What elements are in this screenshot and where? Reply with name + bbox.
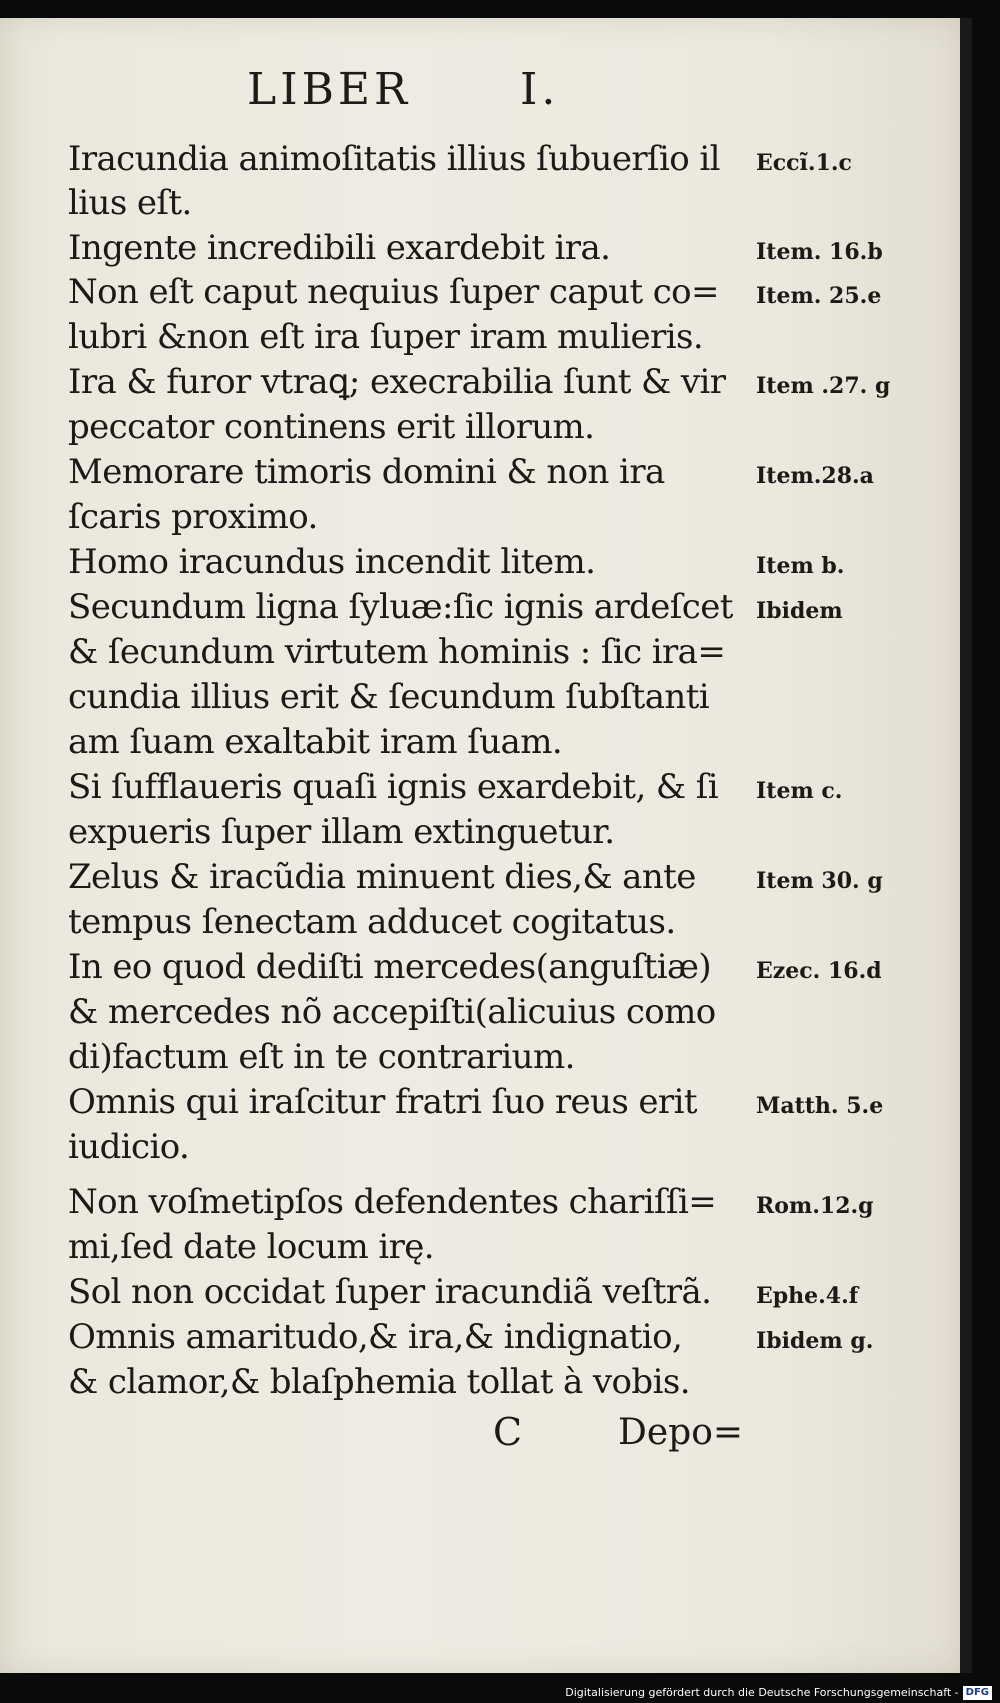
text-line: mi,ſed date locum irę. bbox=[68, 1227, 435, 1267]
margin-note bbox=[756, 184, 896, 230]
margin-note: Item. 16.b bbox=[756, 239, 883, 265]
margin-note bbox=[756, 678, 896, 724]
margin-note bbox=[756, 903, 896, 949]
margin-note bbox=[756, 318, 896, 364]
margin-note bbox=[756, 633, 896, 679]
margin-note bbox=[756, 408, 896, 454]
margin-note: Item c. bbox=[756, 778, 843, 804]
catchword: Depo= bbox=[618, 1412, 744, 1453]
margin-note: Eccĩ.1.c bbox=[756, 150, 852, 176]
margin-note bbox=[756, 723, 896, 769]
dfg-logo: DFG bbox=[963, 1686, 992, 1700]
text-line: am ſuam exaltabit iram ſuam. bbox=[68, 722, 563, 762]
header-book-number: I. bbox=[520, 64, 560, 115]
text-line: & ſecundum virtutem hominis : ſic ira= bbox=[68, 632, 726, 672]
text-line: & mercedes nõ accepiſti(alicuius como bbox=[68, 992, 716, 1032]
page-edge bbox=[960, 18, 972, 1673]
text-line: lius eſt. bbox=[68, 183, 192, 223]
text-line: Non voſmetipſos defendentes chariſſi= bbox=[68, 1182, 717, 1222]
text-line: Iracundia animoſitatis illius ſubuerſio il bbox=[68, 139, 720, 179]
margin-note: Item .27. g bbox=[756, 373, 891, 399]
text-line: Omnis qui iraſcitur fratri ſuo reus erit bbox=[68, 1082, 697, 1122]
margin-note: Ephe.4.f bbox=[756, 1283, 859, 1309]
margin-note bbox=[756, 1038, 896, 1084]
margin-note: Ibidem g. bbox=[756, 1328, 874, 1354]
signature-mark: C bbox=[493, 1410, 523, 1454]
text-line: lubri &non eſt ira ſuper iram mulieris. bbox=[68, 317, 704, 357]
text-line: Secundum ligna ſyluæ:ſic ignis ardeſcet bbox=[68, 587, 733, 627]
text-line: Si ſufflaueris quaſi ignis exardebit, & ſi bbox=[68, 767, 718, 807]
margin-note bbox=[756, 1228, 896, 1274]
header-title: LIBER bbox=[247, 64, 412, 115]
text-line: tempus ſenectam adducet cogitatus. bbox=[68, 902, 676, 942]
text-line: Non eſt caput nequius ſuper caput co= bbox=[68, 272, 719, 312]
margin-note: Ezec. 16.d bbox=[756, 958, 882, 984]
margin-note bbox=[756, 993, 896, 1039]
margin-note: Item.28.a bbox=[756, 463, 874, 489]
margin-note: Item 30. g bbox=[756, 868, 883, 894]
margin-note bbox=[756, 1363, 896, 1409]
text-line: Ingente incredibili exardebit ira. bbox=[68, 228, 611, 268]
text-line: di)factum eſt in te contrarium. bbox=[68, 1037, 575, 1077]
margin-note: Ibidem bbox=[756, 598, 843, 624]
margin-note: Matth. 5.e bbox=[756, 1093, 884, 1119]
text-line: peccator continens erit illorum. bbox=[68, 407, 595, 447]
text-line: Zelus & iracũdia minuent dies,& ante bbox=[68, 857, 696, 897]
running-header bbox=[0, 64, 966, 124]
margin-note bbox=[756, 498, 896, 544]
text-line: Memorare timoris domini & non ira bbox=[68, 452, 665, 492]
text-line: Omnis amaritudo,& ira,& indignatio, bbox=[68, 1317, 683, 1357]
margin-note: Rom.12.g bbox=[756, 1193, 874, 1219]
text-line: ſcaris proximo. bbox=[68, 497, 318, 537]
text-line: cundia illius erit & ſecundum ſubſtanti bbox=[68, 677, 710, 717]
text-line: Ira & furor vtraꝗ; execrabilia ſunt & vir bbox=[68, 362, 726, 402]
text-line: Sol non occidat ſuper iracundiã veſtrã. bbox=[68, 1272, 712, 1312]
text-line: iudicio. bbox=[68, 1127, 190, 1167]
margin-note: Item b. bbox=[756, 553, 845, 579]
margin-note bbox=[756, 1128, 896, 1174]
text-line: expueris ſuper illam extinguetur. bbox=[68, 812, 615, 852]
credit-text: Digitalisierung gefördert durch die Deutsche Forschungsgemeinschaft - bbox=[565, 1686, 959, 1699]
text-line: In eo quod dediſti mercedes(anguſtiæ) bbox=[68, 947, 712, 987]
margin-note bbox=[756, 813, 896, 859]
digitization-credit bbox=[565, 1684, 992, 1702]
text-line: Homo iracundus incendit litem. bbox=[68, 542, 596, 582]
text-line: & clamor,& blaſphemia tollat à vobis. bbox=[68, 1362, 690, 1402]
margin-note: Item. 25.e bbox=[756, 283, 882, 309]
